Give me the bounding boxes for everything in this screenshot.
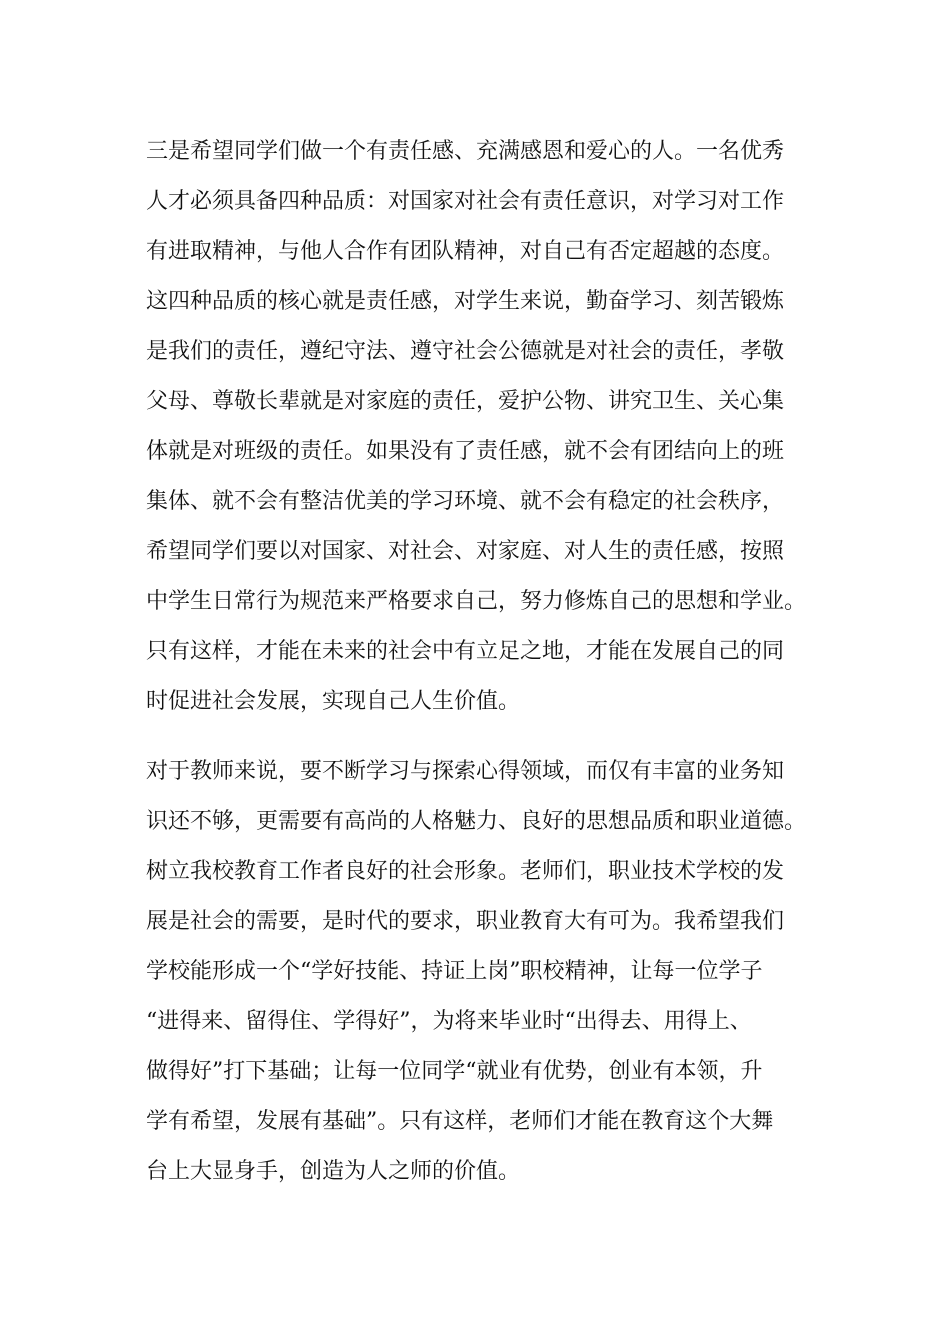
text-line: 识还不够，更需要有高尚的人格魅力、良好的思想品质和职业道德。 (146, 809, 807, 834)
text-line: 学校能形成一个“学好技能、持证上岗”职校精神，让每一位学子 (146, 959, 763, 984)
text-line: 对于教师来说，要不断学习与探索心得领域，而仅有丰富的业务知 (146, 759, 785, 784)
text-line: 体就是对班级的责任。如果没有了责任感，就不会有团结向上的班 (146, 439, 785, 464)
text-line: 有进取精神，与他人合作有团队精神，对自己有否定超越的态度。 (146, 239, 785, 264)
text-line: 时促进社会发展，实现自己人生价值。 (146, 689, 521, 714)
text-line: 这四种品质的核心就是责任感，对学生来说，勤奋学习、刻苦锻炼 (146, 289, 785, 314)
text-line: 展是社会的需要，是时代的要求，职业教育大有可为。我希望我们 (146, 909, 785, 934)
text-line: 父母、尊敬长辈就是对家庭的责任，爱护公物、讲究卫生、关心集 (146, 389, 785, 414)
text-line: 学有希望，发展有基础”。只有这样，老师们才能在教育这个大舞 (146, 1109, 774, 1134)
text-line: 只有这样，才能在未来的社会中有立足之地，才能在发展自己的同 (146, 639, 785, 664)
text-line: 三是希望同学们做一个有责任感、充满感恩和爱心的人。一名优秀 (146, 139, 785, 164)
paragraph-student-responsibility (146, 127, 826, 727)
text-line: 做得好”打下基础；让每一位同学“就业有优势，创业有本领，升 (146, 1059, 763, 1084)
text-line: 树立我校教育工作者良好的社会形象。老师们，职业技术学校的发 (146, 859, 785, 884)
text-line: 人才必须具备四种品质：对国家对社会有责任意识，对学习对工作 (146, 189, 785, 214)
text-line: 是我们的责任，遵纪守法、遵守社会公德就是对社会的责任，孝敬 (146, 339, 785, 364)
text-line: 希望同学们要以对国家、对社会、对家庭、对人生的责任感，按照 (146, 539, 785, 564)
text-line: 中学生日常行为规范来严格要求自己，努力修炼自己的思想和学业。 (146, 589, 807, 614)
paragraph-teacher-responsibility (146, 747, 826, 1197)
text-line: 台上大显身手，创造为人之师的价值。 (146, 1159, 521, 1184)
text-line: “进得来、留得住、学得好”，为将来毕业时“出得去、用得上、 (146, 1009, 752, 1034)
text-line: 集体、就不会有整洁优美的学习环境、就不会有稳定的社会秩序， (146, 489, 785, 514)
